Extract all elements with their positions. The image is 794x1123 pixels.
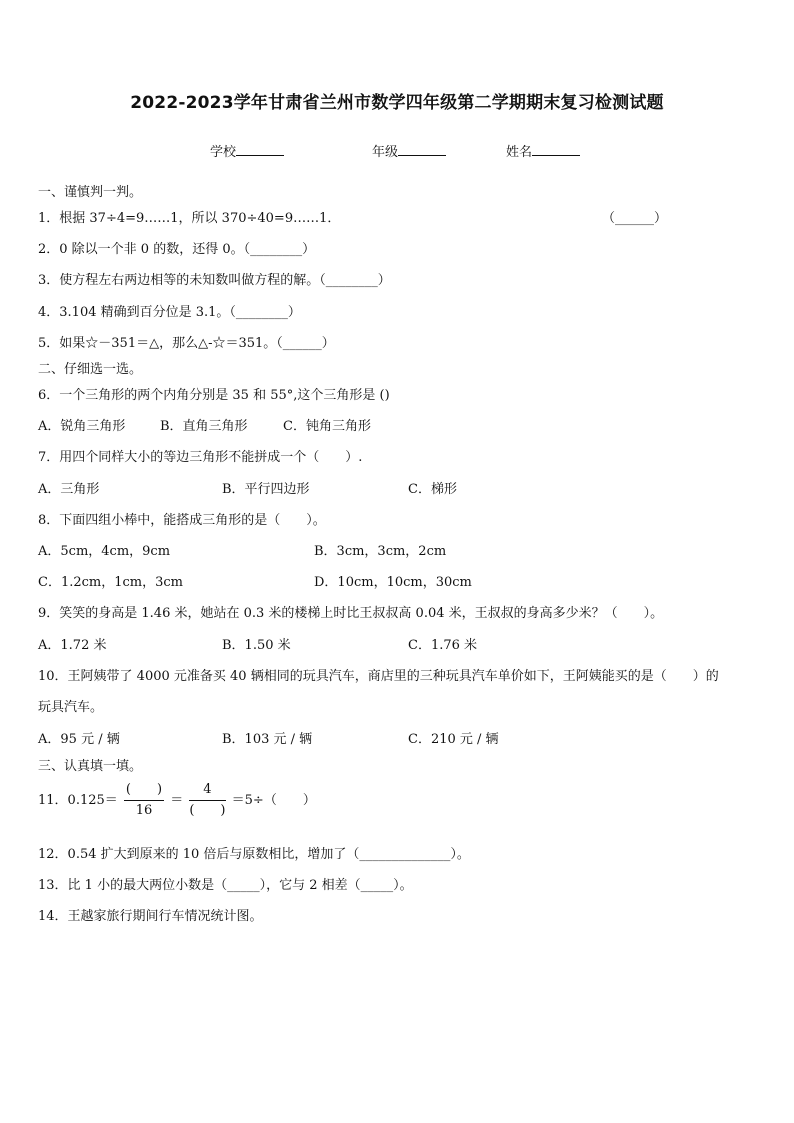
question-10-line-2: 玩具汽车。 <box>38 700 104 715</box>
question-1-answer-blank[interactable]: （______） <box>602 211 668 226</box>
school-blank[interactable] <box>236 143 284 156</box>
question-8-option-d[interactable]: D．10cm，10cm，30cm <box>314 575 472 590</box>
name-field <box>506 141 580 160</box>
question-10-option-c[interactable]: C．210 元 / 辆 <box>408 732 499 747</box>
question-1: 1．根据 37÷4=9……1，所以 370÷40=9……1． <box>38 211 341 226</box>
question-11-equals: ＝ <box>170 793 184 808</box>
school-label: 学校 <box>210 145 237 160</box>
question-10-line-1: 10．王阿姨带了 4000 元准备买 40 辆相同的玩具汽车，商店里的三种玩具汽车单价如下，王阿姨能买的是（ ）的 <box>38 669 719 684</box>
question-7-option-a[interactable]: A．三角形 <box>38 482 100 497</box>
name-blank[interactable] <box>532 143 580 156</box>
question-9-option-c[interactable]: C．1.76 米 <box>408 638 478 653</box>
question-11 <box>38 780 316 821</box>
fraction-1-denominator: 16 <box>135 803 153 818</box>
question-12: 12．0.54 扩大到原来的 10 倍后与原数相比，增加了（______________）。 <box>38 847 470 862</box>
question-6-option-b[interactable]: B．直角三角形 <box>160 419 248 434</box>
question-11-fraction-2 <box>189 780 225 821</box>
question-9-option-b[interactable]: B．1.50 米 <box>222 638 291 653</box>
question-10-option-a[interactable]: A．95 元 / 辆 <box>38 732 120 747</box>
question-8-option-c[interactable]: C．1.2cm，1cm，3cm <box>38 575 183 590</box>
question-7: 7．用四个同样大小的等边三角形不能拼成一个（ ）. <box>38 450 363 465</box>
grade-field <box>372 141 446 160</box>
question-13: 13．比 1 小的最大两位小数是（_____），它与 2 相差（_____）。 <box>38 878 413 893</box>
question-6-option-a[interactable]: A．锐角三角形 <box>38 419 126 434</box>
school-field <box>210 141 284 160</box>
question-8: 8．下面四组小棒中，能搭成三角形的是（ ）。 <box>38 513 326 528</box>
grade-label: 年级 <box>372 145 399 160</box>
question-7-option-b[interactable]: B．平行四边形 <box>222 482 310 497</box>
question-6-option-c[interactable]: C．钝角三角形 <box>283 419 371 434</box>
question-11-suffix: ＝5÷（ ） <box>231 793 316 808</box>
fraction-2-numerator: 4 <box>189 780 225 801</box>
name-label: 姓名 <box>506 145 533 160</box>
question-5: 5．如果☆－351＝△，那么△-☆＝351。（______） <box>38 336 335 351</box>
question-10-option-b[interactable]: B．103 元 / 辆 <box>222 732 313 747</box>
question-7-option-c[interactable]: C．梯形 <box>408 482 457 497</box>
question-11-prefix: 11．0.125＝ <box>38 793 118 808</box>
fraction-2-denominator[interactable]: ( ) <box>189 803 226 818</box>
grade-blank[interactable] <box>398 143 446 156</box>
section-heading-2: 二、仔细选一选。 <box>38 362 143 377</box>
question-9-option-a[interactable]: A．1.72 米 <box>38 638 107 653</box>
question-8-option-b[interactable]: B．3cm，3cm，2cm <box>314 544 447 559</box>
question-6: 6．一个三角形的两个内角分别是 35 和 55°,这个三角形是 () <box>38 388 390 403</box>
question-11-fraction-1 <box>124 780 164 821</box>
page-title: 2022-2023学年甘肃省兰州市数学四年级第二学期期末复习检测试题 <box>130 93 664 113</box>
question-3: 3．使方程左右两边相等的未知数叫做方程的解。（________） <box>38 273 391 288</box>
question-4: 4．3.104 精确到百分位是 3.1。（________） <box>38 305 301 320</box>
fraction-1-numerator[interactable]: ( ) <box>124 780 164 801</box>
question-2: 2．0 除以一个非 0 的数，还得 0。（________） <box>38 242 316 257</box>
question-14: 14．王越家旅行期间行车情况统计图。 <box>38 909 263 924</box>
section-heading-1: 一、谨慎判一判。 <box>38 185 143 200</box>
section-heading-3: 三、认真填一填。 <box>38 759 143 774</box>
question-8-option-a[interactable]: A．5cm，4cm，9cm <box>38 544 171 559</box>
question-9: 9．笑笑的身高是 1.46 米，她站在 0.3 米的楼梯上时比王叔叔高 0.04 米，王叔叔的身高多少米？（ ）。 <box>38 606 664 621</box>
